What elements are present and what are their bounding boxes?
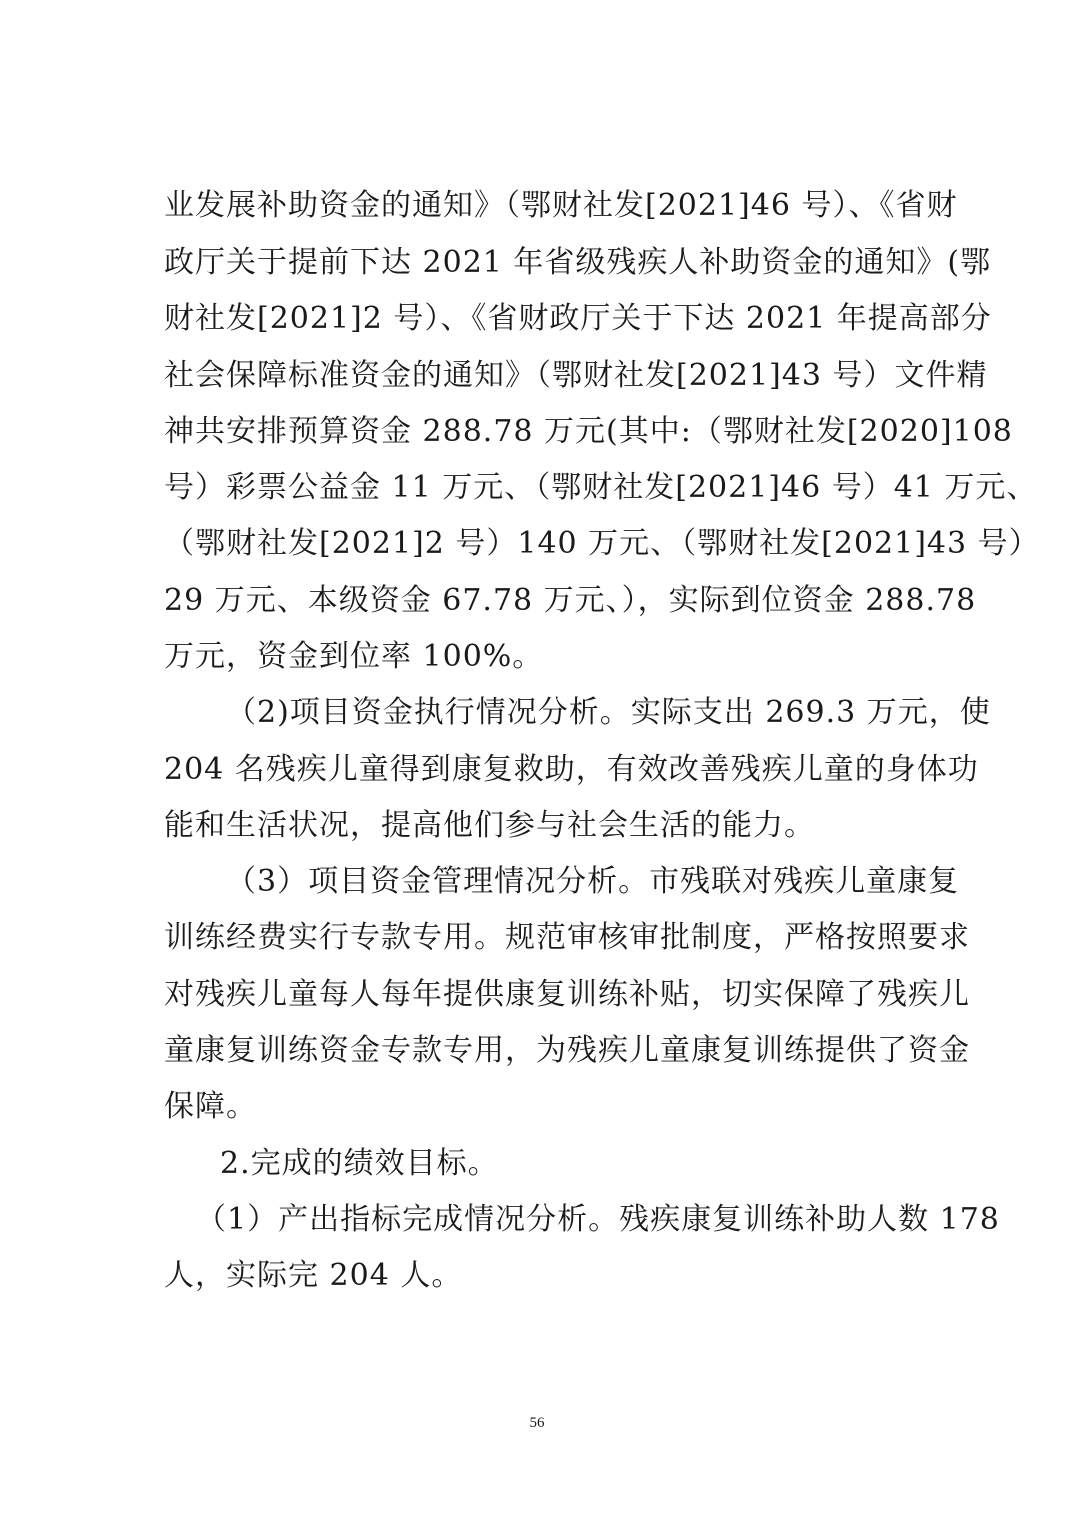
text-line: 能和生活状况，提高他们参与社会生活的能力。 — [164, 808, 815, 843]
text-line: 业发展补助资金的通知》（鄂财社发[2021]46 号）、《省财 — [164, 188, 958, 223]
text-line: 童康复训练资金专款专用，为残疾儿童康复训练提供了资金 — [164, 1033, 970, 1068]
paragraph-heading: （3）项目资金管理情况分析。市残联对残疾儿童康复 — [226, 864, 960, 899]
text-line: 保障。 — [164, 1089, 257, 1124]
text-line: 29 万元、本级资金 67.78 万元、），实际到位资金 288.78 — [164, 583, 977, 618]
text-line: 神共安排预算资金 288.78 万元(其中:（鄂财社发[2020]108 — [164, 414, 1013, 449]
text-line: 社会保障标准资金的通知》（鄂财社发[2021]43 号）文件精 — [164, 358, 988, 393]
text-line: （鄂财社发[2021]2 号）140 万元、（鄂财社发[2021]43 号） — [164, 526, 1040, 561]
text-line: 人，实际完 204 人。 — [164, 1258, 463, 1293]
text-line: 训练经费实行专款专用。规范审核审批制度，严格按照要求 — [164, 920, 970, 955]
page-number: 56 — [529, 1415, 545, 1431]
text-line: 政厅关于提前下达 2021 年省级残疾人补助资金的通知》(鄂 — [164, 245, 992, 280]
text-line: 对残疾儿童每人每年提供康复训练补贴，切实保障了残疾儿 — [164, 977, 970, 1012]
paragraph-heading: （1）产出指标完成情况分析。残疾康复训练补助人数 178 — [196, 1202, 1000, 1237]
text-line: 万元，资金到位率 100%。 — [164, 639, 544, 674]
text-line: 财社发[2021]2 号）、《省财政厅关于下达 2021 年提高部分 — [164, 301, 992, 336]
section-heading: 2.完成的绩效目标。 — [220, 1146, 499, 1181]
text-line: 204 名残疾儿童得到康复救助，有效改善残疾儿童的身体功 — [164, 752, 979, 787]
text-line: 号）彩票公益金 11 万元、（鄂财社发[2021]46 号）41 万元、 — [164, 470, 1038, 505]
paragraph-heading: （2)项目资金执行情况分析。实际支出 269.3 万元，使 — [226, 695, 991, 730]
